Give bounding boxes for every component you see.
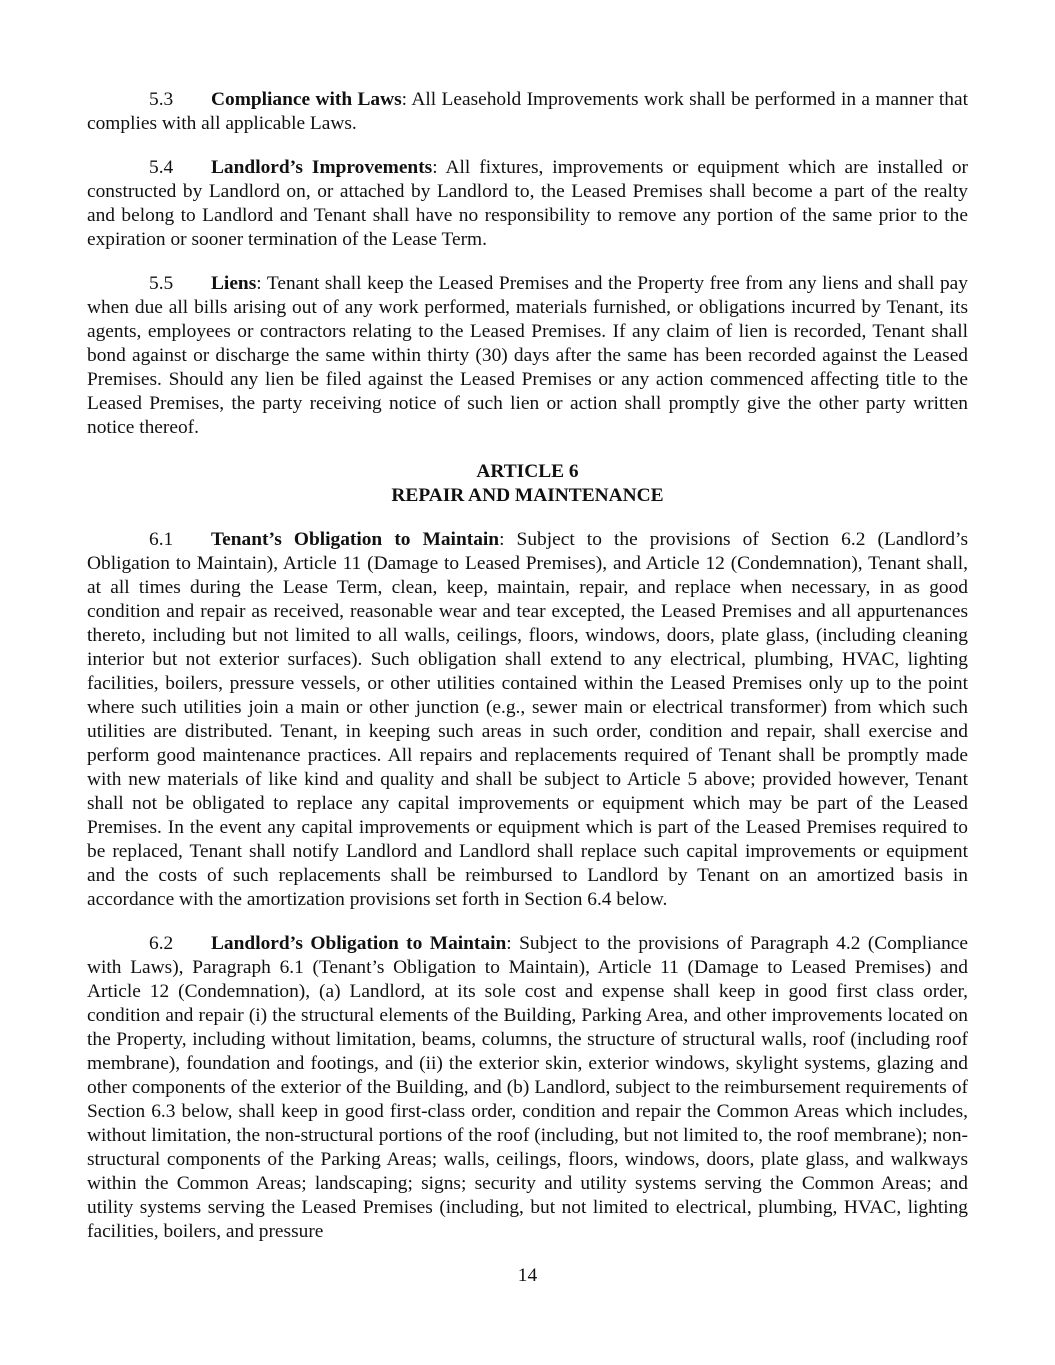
section-body: : Subject to the provisions of Paragraph 4.2 (Compliance with Laws), Paragraph 6.1 (Tenant’s Obligation to Maintain), Article 11 (Damage to Leased Premises) and Article 12 (Condemnation), (a) Landlord, at its sole cost and expense shall keep in good first class order, condition and repair (i) the structural elements of the Building, Parking Area, and other improvements located on the Property, including without limitation, beams, columns, the structure of structural walls, roof (including roof membrane), foundation and footings, and (ii) the exterior skin, exterior windows, skylight systems, glazing and other components of the exterior of the Building, and (b) Landlord, subject to the reimbursement requirements of Section 6.3 below, shall keep in good first-class order, condition and repair the Common Areas which includes, without limitation, the non-structural portions of the roof (including, but not limited to, the roof membrane); non-structural components of the Parking Areas; walls, ceilings, floors, windows, doors, plate glass, and walkways within the Common Areas; landscaping; signs; security and utility systems serving the Common Areas; and utility systems serving the Leased Premises (including, but not limited to electrical, plumbing, HVAC, lighting facilities, boilers, and pressure — [87, 933, 968, 1242]
section-heading: Liens — [211, 273, 257, 294]
section-body: : Tenant shall keep the Leased Premises and the Property free from any liens and shall pay when due all bills arising out of any work performed, materials furnished, or obligations incurred by Tenant, its agents, employees or contractors relating to the Leased Premises. If any claim of lien is recorded, Tenant shall bond against or discharge the same within thirty (30) days after the same has been recorded against the Leased Premises. Should any lien be filed against the Leased Premises or any action commenced affecting title to the Leased Premises, the party receiving notice of such lien or action shall promptly give the other party written notice thereof. — [87, 273, 968, 438]
section-heading: Landlord’s Improvements — [211, 157, 433, 178]
section-5-5 — [87, 272, 968, 440]
article-heading — [87, 460, 968, 508]
section-5-4 — [87, 156, 968, 252]
page-number: 14 — [517, 1265, 538, 1286]
section-number: 5.3 — [149, 89, 174, 110]
section-heading: Tenant’s Obligation to Maintain — [211, 529, 500, 550]
section-number: 5.5 — [149, 273, 174, 294]
section-5-3 — [87, 88, 968, 136]
section-6-1 — [87, 528, 968, 912]
section-heading: Landlord’s Obligation to Maintain — [211, 933, 507, 954]
document-page — [87, 88, 968, 1264]
article-number: ARTICLE 6 — [476, 461, 579, 482]
section-body: : Subject to the provisions of Section 6.2 (Landlord’s Obligation to Maintain), Article 11 (Damage to Leased Premises), and Article 12 (Condemnation), Tenant shall, at all times during the Lease Term, clean, keep, maintain, repair, and replace when necessary, in as good condition and repair as received, reasonable wear and tear excepted, the Leased Premises and all appurtenances thereto, including but not limited to all walls, ceilings, floors, windows, doors, plate glass, (including cleaning interior but not exterior surfaces). Such obligation shall extend to any electrical, plumbing, HVAC, lighting facilities, boilers, pressure vessels, or other utilities contained within the Leased Premises only up to the point where such utilities join a main or other junction (e.g., sewer main or electrical transformer) from which such utilities are distributed. Tenant, in keeping such areas in such order, condition and repair, shall exercise and perform good maintenance practices. All repairs and replacements required of Tenant shall be promptly made with new materials of like kind and quality and shall be subject to Article 5 above; provided however, Tenant shall not be obligated to replace any capital improvements or equipment which may be part of the Leased Premises. In the event any capital improvements or equipment which is part of the Leased Premises required to be replaced, Tenant shall notify Landlord and Landlord shall replace such capital improvements or equipment and the costs of such replacements shall be reimbursed to Landlord by Tenant on an amortized basis in accordance with the amortization provisions set forth in Section 6.4 below. — [87, 529, 968, 910]
article-title: REPAIR AND MAINTENANCE — [391, 485, 664, 506]
section-number: 6.1 — [149, 529, 174, 550]
section-body: : All fixtures, improvements or equipment which are installed or constructed by Landlord on, or attached by Landlord to, the Leased Premises shall become a part of the realty and belong to Landlord and Tenant shall have no responsibility to remove any portion of the same prior to the expiration or sooner termination of the Lease Term. — [87, 157, 968, 250]
section-number: 6.2 — [149, 933, 174, 954]
section-6-2 — [87, 932, 968, 1244]
section-body: : All Leasehold Improvements work shall be performed in a manner that complies with all applicable Laws. — [87, 89, 968, 134]
section-number: 5.4 — [149, 157, 174, 178]
section-heading: Compliance with Laws — [211, 89, 402, 110]
